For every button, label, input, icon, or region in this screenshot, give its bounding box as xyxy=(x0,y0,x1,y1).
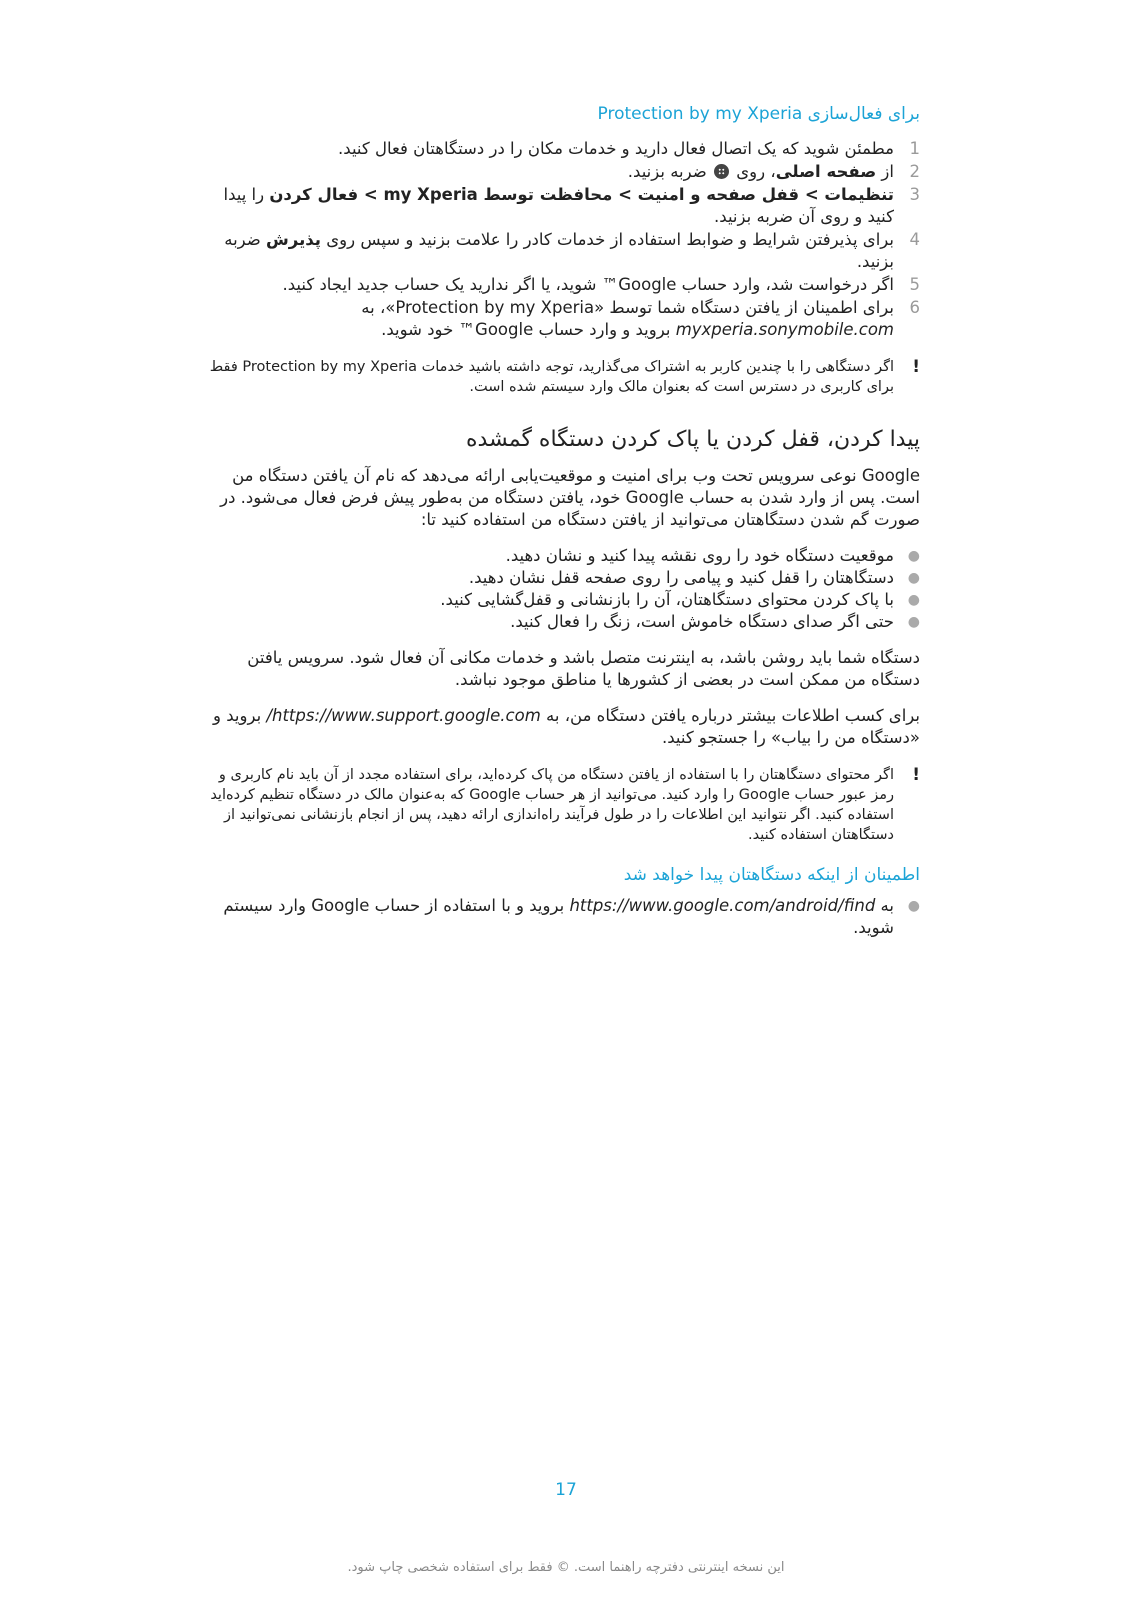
step-text: مطمئن شوید که یک اتصال فعال دارید و خدمات مکان را در دستگاهتان فعال کنید. xyxy=(338,139,894,158)
find-device-list xyxy=(195,895,920,939)
bullet-icon: ● xyxy=(907,548,920,564)
list-item: ● با پاک کردن محتوای دستگاهتان، آن را بازنشانی و قفل‌گشایی کنید. xyxy=(440,590,920,609)
home-screen-label: صفحه اصلی xyxy=(775,162,877,181)
note-text: اگر محتوای دستگاهتان را با استفاده از یافتن دستگاه من پاک کرده‌اید، برای استفاده مجدد از آن باید نام کاربری و رمز عبور حساب Google را وارد کنید. می‌توانید از هر حساب Google که به‌عنوان مالک در دستگاه تنظیم کرده‌اید استفاده کنید. اگر نتوانید این اطلاعات را در طول فرآیند راه‌اندازی ارائه دهید، پس از انجام بازنشانی نمی‌توانید از دستگاهتان استفاده کنید. xyxy=(210,767,894,843)
step-number: 3 xyxy=(909,185,920,204)
bullet-icon: ● xyxy=(907,570,920,586)
page-number: 17 xyxy=(555,1480,577,1500)
settings-path: تنظیمات > قفل صفحه و امنیت > محافظت توسط my Xperia > فعال کردن xyxy=(269,185,894,204)
step-text: تنظیمات > قفل صفحه و امنیت > محافظت توسط my Xperia > فعال کردن را پیدا کنید و روی آن ضربه بزنید. xyxy=(223,185,894,226)
step-number: 6 xyxy=(909,298,920,317)
step-item xyxy=(195,229,920,273)
step-number: 5 xyxy=(909,275,920,294)
android-find-link[interactable]: https://www.google.com/android/find xyxy=(569,896,876,915)
note-text: اگر دستگاهی را با چندین کاربر به اشتراک می‌گذارید، توجه داشته باشید خدمات Protection by my Xperia فقط برای کاربری در دسترس است که بعنوان مالک وارد سیستم شده است. xyxy=(209,359,894,395)
step-item xyxy=(195,274,920,296)
note-block xyxy=(195,765,920,845)
step-number: 2 xyxy=(909,162,920,181)
requirements-paragraph: دستگاه شما باید روشن باشد، به اینترنت متصل باشد و خدمات مکانی آن فعال شود. سرویس یافتن دستگاه من ممکن است در بعضی از کشورها یا مناطق موجود نباشد. xyxy=(247,648,920,689)
section-title: پیدا کردن، قفل کردن یا پاک کردن دستگاه گمشده xyxy=(466,427,920,452)
step-item xyxy=(195,138,920,160)
bullet-icon: ● xyxy=(907,592,920,608)
bullet-icon: ● xyxy=(907,898,920,914)
step-text: اگر درخواست شد، وارد حساب Google™ شوید، یا اگر ندارید یک حساب جدید ایجاد کنید. xyxy=(282,275,894,294)
features-list xyxy=(195,545,920,633)
accept-label: پذیرش xyxy=(266,230,321,249)
step-number: 1 xyxy=(909,139,920,158)
list-item: ● موقعیت دستگاه خود را روی نقشه پیدا کنید و نشان دهید. xyxy=(505,546,920,565)
step-text: برای پذیرفتن شرایط و ضوابط استفاده از خدمات کادر را علامت بزنید و سپس روی پذیرش ضربه بزنید. xyxy=(224,230,894,271)
subsection-heading: اطمینان از اینکه دستگاهتان پیدا خواهد شد xyxy=(623,865,920,885)
intro-paragraph: Google نوعی سرویس تحت وب برای امنیت و موقعیت‌یابی ارائه می‌دهد که نام آن یافتن دستگاه من است. پس از وارد شدن به حساب Google خود، یافتن دستگاه من به‌طور پیش فرض فعال می‌شود. در صورت گم شدن دستگاهتان می‌توانید از یافتن دستگاه من استفاده کنید تا: xyxy=(220,466,920,529)
google-support-link[interactable]: https://www.support.google.com/ xyxy=(266,706,541,725)
list-item: ● به https://www.google.com/android/find بروید و با استفاده از حساب Google وارد سیستم شوید. xyxy=(223,896,920,937)
step-text: برای اطمینان از یافتن دستگاه شما توسط «Protection by my Xperia»، به myxperia.sonymobile.com بروید و وارد حساب Google™ خود شوید. xyxy=(361,298,894,339)
step-text: از صفحه اصلی، روی ضربه بزنید. xyxy=(627,162,894,181)
page-content xyxy=(195,102,920,953)
exclamation-icon: ! xyxy=(912,765,920,785)
footer-note: این نسخه اینترنتی دفترچه راهنما است. © فقط برای استفاده شخصی چاپ شود. xyxy=(347,1560,785,1575)
list-item: ● دستگاهتان را قفل کنید و پیامی را روی صفحه قفل نشان دهید. xyxy=(468,568,920,587)
step-number: 4 xyxy=(909,230,920,249)
note-block xyxy=(195,357,920,397)
steps-list xyxy=(195,138,920,341)
step-item xyxy=(195,297,920,341)
step-item xyxy=(195,184,920,228)
procedure-heading: برای فعال‌سازی Protection by my Xperia xyxy=(597,104,920,124)
apps-grid-icon xyxy=(714,164,729,179)
more-info-paragraph: برای کسب اطلاعات بیشتر درباره یافتن دستگاه من، به https://www.support.google.com/ بروید و «دستگاه من را بیاب» را جستجو کنید. xyxy=(213,706,920,747)
myxperia-link[interactable]: myxperia.sonymobile.com xyxy=(675,320,894,339)
list-item: ● حتی اگر صدای دستگاه خاموش است، زنگ را فعال کنید. xyxy=(510,612,920,631)
step-item xyxy=(195,161,920,183)
bullet-icon: ● xyxy=(907,614,920,630)
exclamation-icon: ! xyxy=(912,357,920,377)
